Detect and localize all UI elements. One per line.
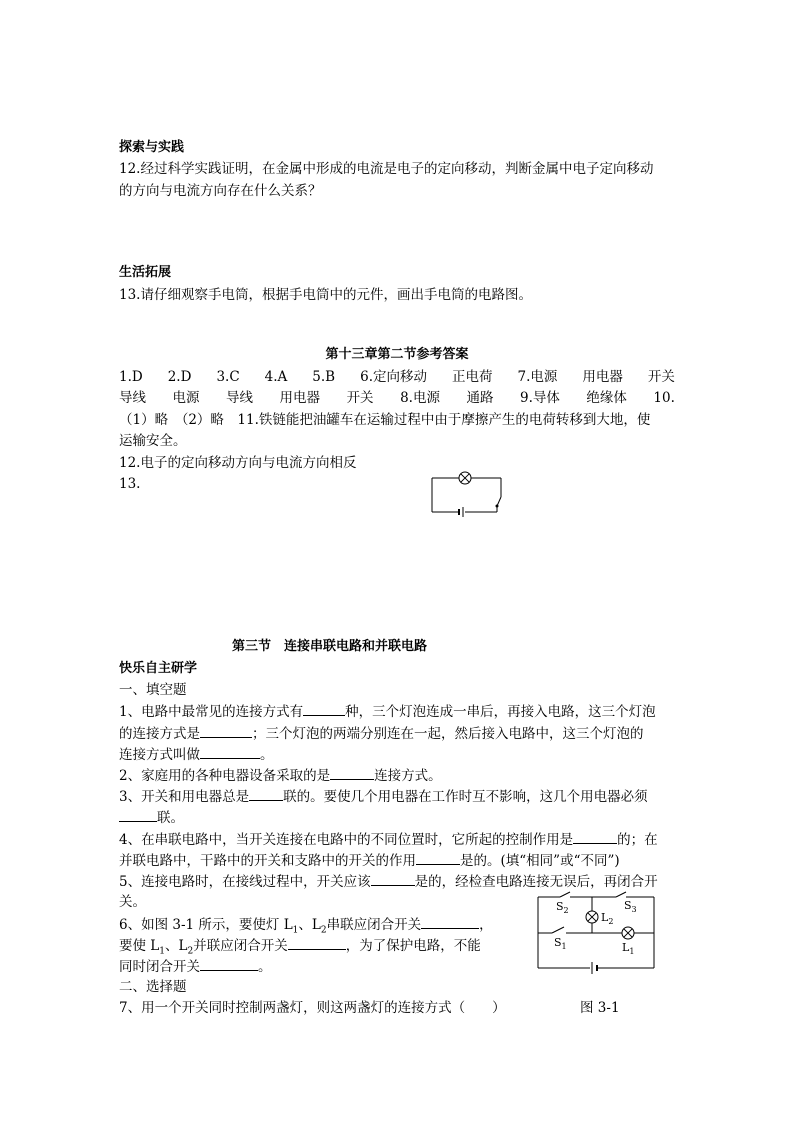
- question-1-line-2: [119, 724, 644, 743]
- answer-item: 8.电源: [400, 390, 440, 406]
- section-3-title: 第三节 连接串联电路和并联电路: [232, 639, 428, 654]
- label-s2: $S_2$: [556, 900, 569, 915]
- question-1-line-3: [119, 745, 274, 764]
- question-6-line-3: [119, 957, 272, 976]
- answer-12: 12.电子的定向移动方向与电流方向相反: [119, 455, 357, 471]
- switch-s2-icon: [560, 892, 570, 897]
- q2-text: 2、家庭用的各种电器设备采取的是: [119, 768, 331, 784]
- answer-blank[interactable]: [200, 957, 258, 971]
- switch-s3-icon: [616, 892, 626, 897]
- q2-text: 连接方式。: [374, 768, 442, 784]
- q6-text: 、L: [165, 938, 188, 954]
- answer-item: 绝缘体: [586, 390, 627, 406]
- flashlight-circuit-diagram: [425, 467, 515, 519]
- answer-blank[interactable]: [303, 702, 345, 716]
- q6-text: ，: [479, 917, 493, 933]
- answer-item: 正电荷: [452, 369, 493, 385]
- answer-item: 用电器: [582, 369, 623, 385]
- answer-item: 导线: [119, 390, 146, 406]
- q6-text: 同时闭合开关: [119, 959, 200, 975]
- q3-text: 3、开关和用电器总是: [119, 789, 250, 805]
- answers-row-3: （1）略 （2）略 11.铁链能把油罐车在运输过程中由于摩擦产生的电荷转移到大地，使: [119, 412, 651, 428]
- section-3-subheading: 快乐自主研学: [119, 661, 198, 676]
- answer-item: 5.B: [312, 369, 336, 385]
- question-12-line-1: 12.经过科学实践证明，在金属中形成的电流是电子的定向移动，判断金属中电子定向移动: [119, 161, 654, 177]
- q6-text: ，为了保护电路，不能: [345, 938, 481, 954]
- q6-text: 、L: [298, 917, 321, 933]
- q6-text: 6、如图 3-1 所示，要使灯 L: [119, 917, 293, 933]
- part-2-heading: 二、选择题: [119, 979, 187, 995]
- answer-blank[interactable]: [119, 808, 157, 822]
- answers-row-1: [119, 368, 675, 386]
- answer-blank[interactable]: [200, 745, 260, 759]
- answer-blank[interactable]: [288, 936, 346, 950]
- question-3-line-1: [119, 787, 648, 806]
- switch-s1-icon: [552, 927, 564, 933]
- label-s1: $S_1$: [554, 936, 567, 951]
- question-7: 7、用一个开关同时控制两盏灯，则这两盏灯的连接方式（ ）: [119, 1000, 506, 1016]
- q6-subscript: 1: [159, 946, 165, 957]
- answer-blank[interactable]: [573, 830, 617, 844]
- answer-blank[interactable]: [200, 724, 252, 738]
- answer-item: 1.D: [119, 369, 143, 385]
- q3-text: 联的。要使几个用电器在工作时互不影响，这几个用电器必须: [283, 789, 648, 805]
- q1-text: 种，三个灯泡连成一串后，再接入电路，这三个灯泡: [345, 704, 656, 720]
- label-l1: $L_1$: [622, 941, 635, 956]
- figure-3-1-circuit: [530, 890, 660, 976]
- answer-item: 通路: [466, 390, 494, 406]
- part-1-heading: 一、填空题: [119, 682, 187, 698]
- section-heading-explore: 探索与实践: [119, 140, 185, 155]
- q6-text: 串联应闭合开关: [326, 917, 422, 933]
- q5-text: 是的，经检查电路连接无误后，再闭合开: [414, 874, 658, 890]
- label-s3: $S_3$: [624, 899, 637, 914]
- question-4-line-2: [119, 851, 620, 870]
- answer-blank[interactable]: [249, 787, 283, 801]
- answer-item: 开关: [346, 390, 374, 406]
- q1-text: 连接方式叫做: [119, 747, 200, 763]
- q5-text: 5、连接电路时，在接线过程中，开关应该: [119, 874, 371, 890]
- question-1-line-1: [119, 702, 656, 721]
- answer-item: 开关: [647, 369, 675, 385]
- q6-subscript: 1: [292, 925, 299, 936]
- q1-text: ；三个灯泡的两端分别连在一起，然后接入电路中，这三个灯泡的: [252, 726, 644, 742]
- section-heading-life: 生活拓展: [119, 265, 172, 280]
- answer-item: 用电器: [279, 390, 321, 406]
- q6-text: 要使 L: [119, 938, 160, 954]
- q4-text: 是的。(填“相同”或“不同”): [460, 853, 620, 869]
- question-3-line-2: [119, 808, 184, 827]
- q6-text: 并联应闭合开关: [193, 938, 288, 954]
- switch-contact: [496, 505, 498, 507]
- question-5-line-1: [119, 872, 658, 891]
- answers-row-2: [119, 389, 675, 407]
- figure-caption: 图 3-1: [580, 1000, 620, 1016]
- answer-blank[interactable]: [421, 915, 479, 929]
- q4-text: 并联电路中，干路中的开关和支路中的开关的作用: [119, 853, 416, 869]
- answer-item: 9.导体: [520, 390, 560, 406]
- q1-text: 的连接方式是: [119, 726, 200, 742]
- answer-blank[interactable]: [416, 851, 460, 865]
- answer-item: 导线: [226, 390, 254, 406]
- q4-text: 的；在: [617, 832, 658, 848]
- answers-row-4: 运输安全。: [119, 433, 187, 449]
- answer-item: 4.A: [264, 369, 288, 385]
- q6-subscript: 2: [187, 946, 194, 957]
- question-12-line-2: 的方向与电流方向存在什么关系？: [119, 183, 322, 199]
- answer-item: 7.电源: [517, 369, 558, 385]
- answer-item: 6.定向移动: [360, 369, 427, 385]
- question-13: 13.请仔细观察手电筒，根据手电筒中的元件，画出手电筒的电路图。: [119, 287, 532, 303]
- answer-blank[interactable]: [330, 766, 374, 780]
- question-5-line-2: 关。: [119, 894, 146, 910]
- q1-text: 1、电路中最常见的连接方式有: [119, 704, 304, 720]
- answer-blank[interactable]: [371, 872, 415, 886]
- answer-item: 10.: [653, 390, 675, 406]
- answer-item: 3.C: [216, 369, 240, 385]
- q3-text: 联。: [157, 810, 184, 826]
- answer-13: 13.: [119, 476, 141, 492]
- q6-subscript: 2: [320, 925, 327, 936]
- q1-text: 。: [260, 747, 274, 763]
- answer-item: 电源: [172, 390, 200, 406]
- q6-text: 。: [258, 959, 272, 975]
- question-2: [119, 766, 442, 785]
- answers-title: 第十三章第二节参考答案: [325, 347, 469, 362]
- answer-item: 2.D: [167, 369, 192, 385]
- label-l2: $L_2$: [601, 911, 614, 926]
- question-4-line-1: [119, 830, 658, 849]
- q4-text: 4、在串联电路中，当开关连接在电路中的不同位置时，它所起的控制作用是: [119, 832, 574, 848]
